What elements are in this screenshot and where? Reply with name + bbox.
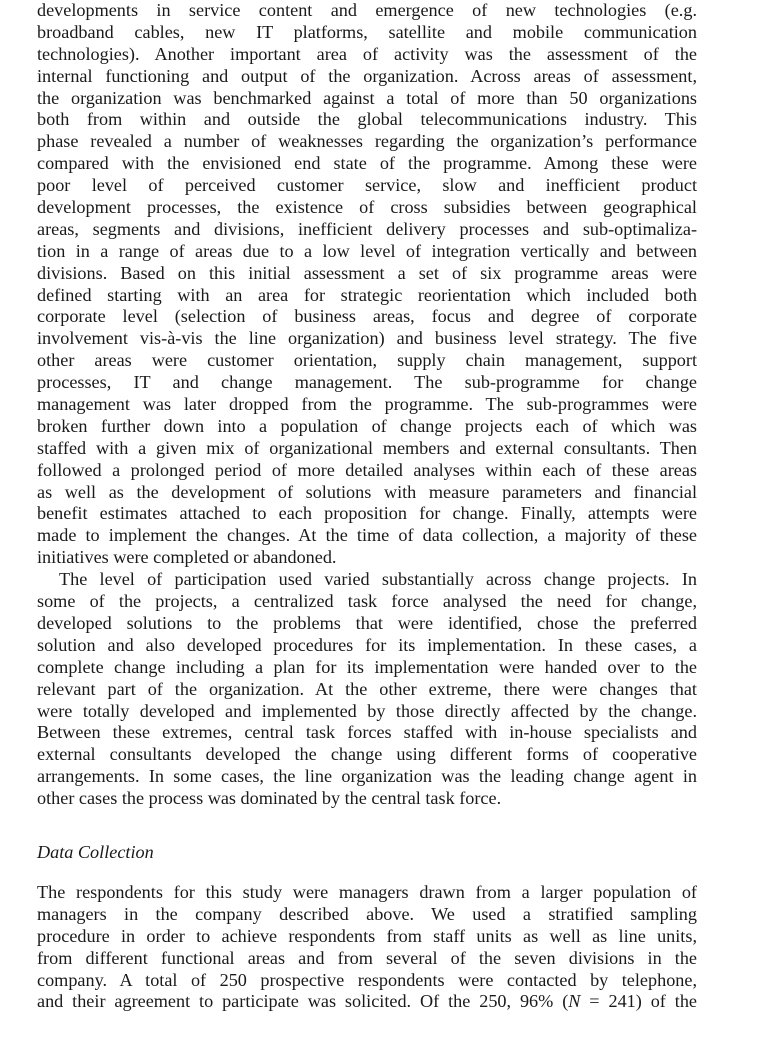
text-run: and their agreement to participate was solicited. Of the 250, 96% ( bbox=[37, 991, 569, 1012]
paragraph-programme-areas bbox=[37, 0, 697, 569]
text-line: solution and also developed procedures for its implementation. In these cases, a bbox=[37, 634, 697, 655]
text-line: areas, segments and divisions, inefficient delivery processes and sub-optimaliza- bbox=[37, 218, 697, 239]
text-line: benefit estimates attached to each proposition for change. Finally, attempts were bbox=[37, 503, 697, 524]
text-line: internal functioning and output of the organization. Across areas of assessment, bbox=[37, 65, 697, 86]
text-line: as well as the development of solutions with measure parameters and financial bbox=[37, 481, 697, 502]
text-line: relevant part of the organization. At the other extreme, there were changes that bbox=[37, 678, 697, 699]
text-line: arrangements. In some cases, the line organization was the leading change agent in bbox=[37, 766, 697, 787]
text-line: tion in a range of areas due to a low level of integration vertically and between bbox=[37, 240, 697, 261]
text-line: developed solutions to the problems that were identified, chose the preferred bbox=[37, 612, 697, 633]
section-heading: Data Collection bbox=[37, 841, 154, 862]
variable-n: N bbox=[568, 991, 581, 1012]
text-line: developments in service content and emergence of new technologies (e.g. bbox=[37, 0, 697, 20]
text-line: divisions. Based on this initial assessment a set of six programme areas were bbox=[37, 262, 697, 283]
text-line: corporate level (selection of business areas, focus and degree of corporate bbox=[37, 306, 697, 327]
text-line: complete change including a plan for its implementation were handed over to the bbox=[37, 656, 697, 677]
text-line: the organization was benchmarked against a total of more than 50 organizations bbox=[37, 87, 697, 108]
text-line bbox=[37, 991, 697, 1013]
text-line: Between these extremes, central task forces staffed with in-house specialists and bbox=[37, 722, 697, 743]
text-line: initiatives were completed or abandoned. bbox=[37, 547, 337, 568]
text-line: managers in the company described above. We used a stratified sampling bbox=[37, 903, 697, 924]
text-line: followed a prolonged period of more detailed analyses within each of these areas bbox=[37, 459, 697, 480]
text-line: poor level of perceived customer service, slow and inefficient product bbox=[37, 175, 697, 196]
text-line: made to implement the changes. At the time of data collection, a majority of these bbox=[37, 525, 697, 546]
text-line: involvement vis-à-vis the line organization) and business level strategy. The five bbox=[37, 328, 697, 349]
text-line: broken further down into a population of change projects each of which was bbox=[37, 415, 697, 436]
text-line: other cases the process was dominated by the central task force. bbox=[37, 788, 502, 809]
text-line: defined starting with an area for strategic reorientation which included both bbox=[37, 284, 697, 305]
text-line: compared with the envisioned end state of the programme. Among these were bbox=[37, 153, 697, 174]
text-line: development processes, the existence of cross subsidies between geographical bbox=[37, 197, 697, 218]
text-line: management was later dropped from the programme. The sub-programmes were bbox=[37, 394, 697, 415]
paragraph-data-collection bbox=[37, 882, 697, 1013]
paragraph-participation bbox=[37, 569, 697, 810]
text-line: processes, IT and change management. The sub-programme for change bbox=[37, 372, 697, 393]
text-line: other areas were customer orientation, supply chain management, support bbox=[37, 350, 697, 371]
text-line: company. A total of 250 prospective respondents were contacted by telephone, bbox=[37, 969, 697, 990]
text-line: technologies). Another important area of activity was the assessment of the bbox=[37, 43, 697, 64]
text-line: procedure in order to achieve respondents from staff units as well as line units, bbox=[37, 925, 697, 946]
text-line: broadband cables, new IT platforms, satellite and mobile communication bbox=[37, 21, 697, 42]
text-line: some of the projects, a centralized task force analysed the need for change, bbox=[37, 591, 697, 612]
text-line: staffed with a given mix of organizational members and external consultants. Then bbox=[37, 437, 697, 458]
text-line: The level of participation used varied substantially across change projects. In bbox=[59, 569, 697, 590]
text-line: phase revealed a number of weaknesses regarding the organization’s performance bbox=[37, 131, 697, 152]
text-line: external consultants developed the change using different forms of cooperative bbox=[37, 744, 697, 765]
text-line: were totally developed and implemented by those directly affected by the change. bbox=[37, 700, 697, 721]
text-line: The respondents for this study were managers drawn from a larger population of bbox=[37, 881, 697, 902]
document-page bbox=[37, 0, 697, 1013]
text-line: from different functional areas and from several of the seven divisions in the bbox=[37, 947, 697, 968]
text-run: = 241) of the bbox=[580, 991, 697, 1012]
text-line: both from within and outside the global telecommunications industry. This bbox=[37, 109, 697, 130]
